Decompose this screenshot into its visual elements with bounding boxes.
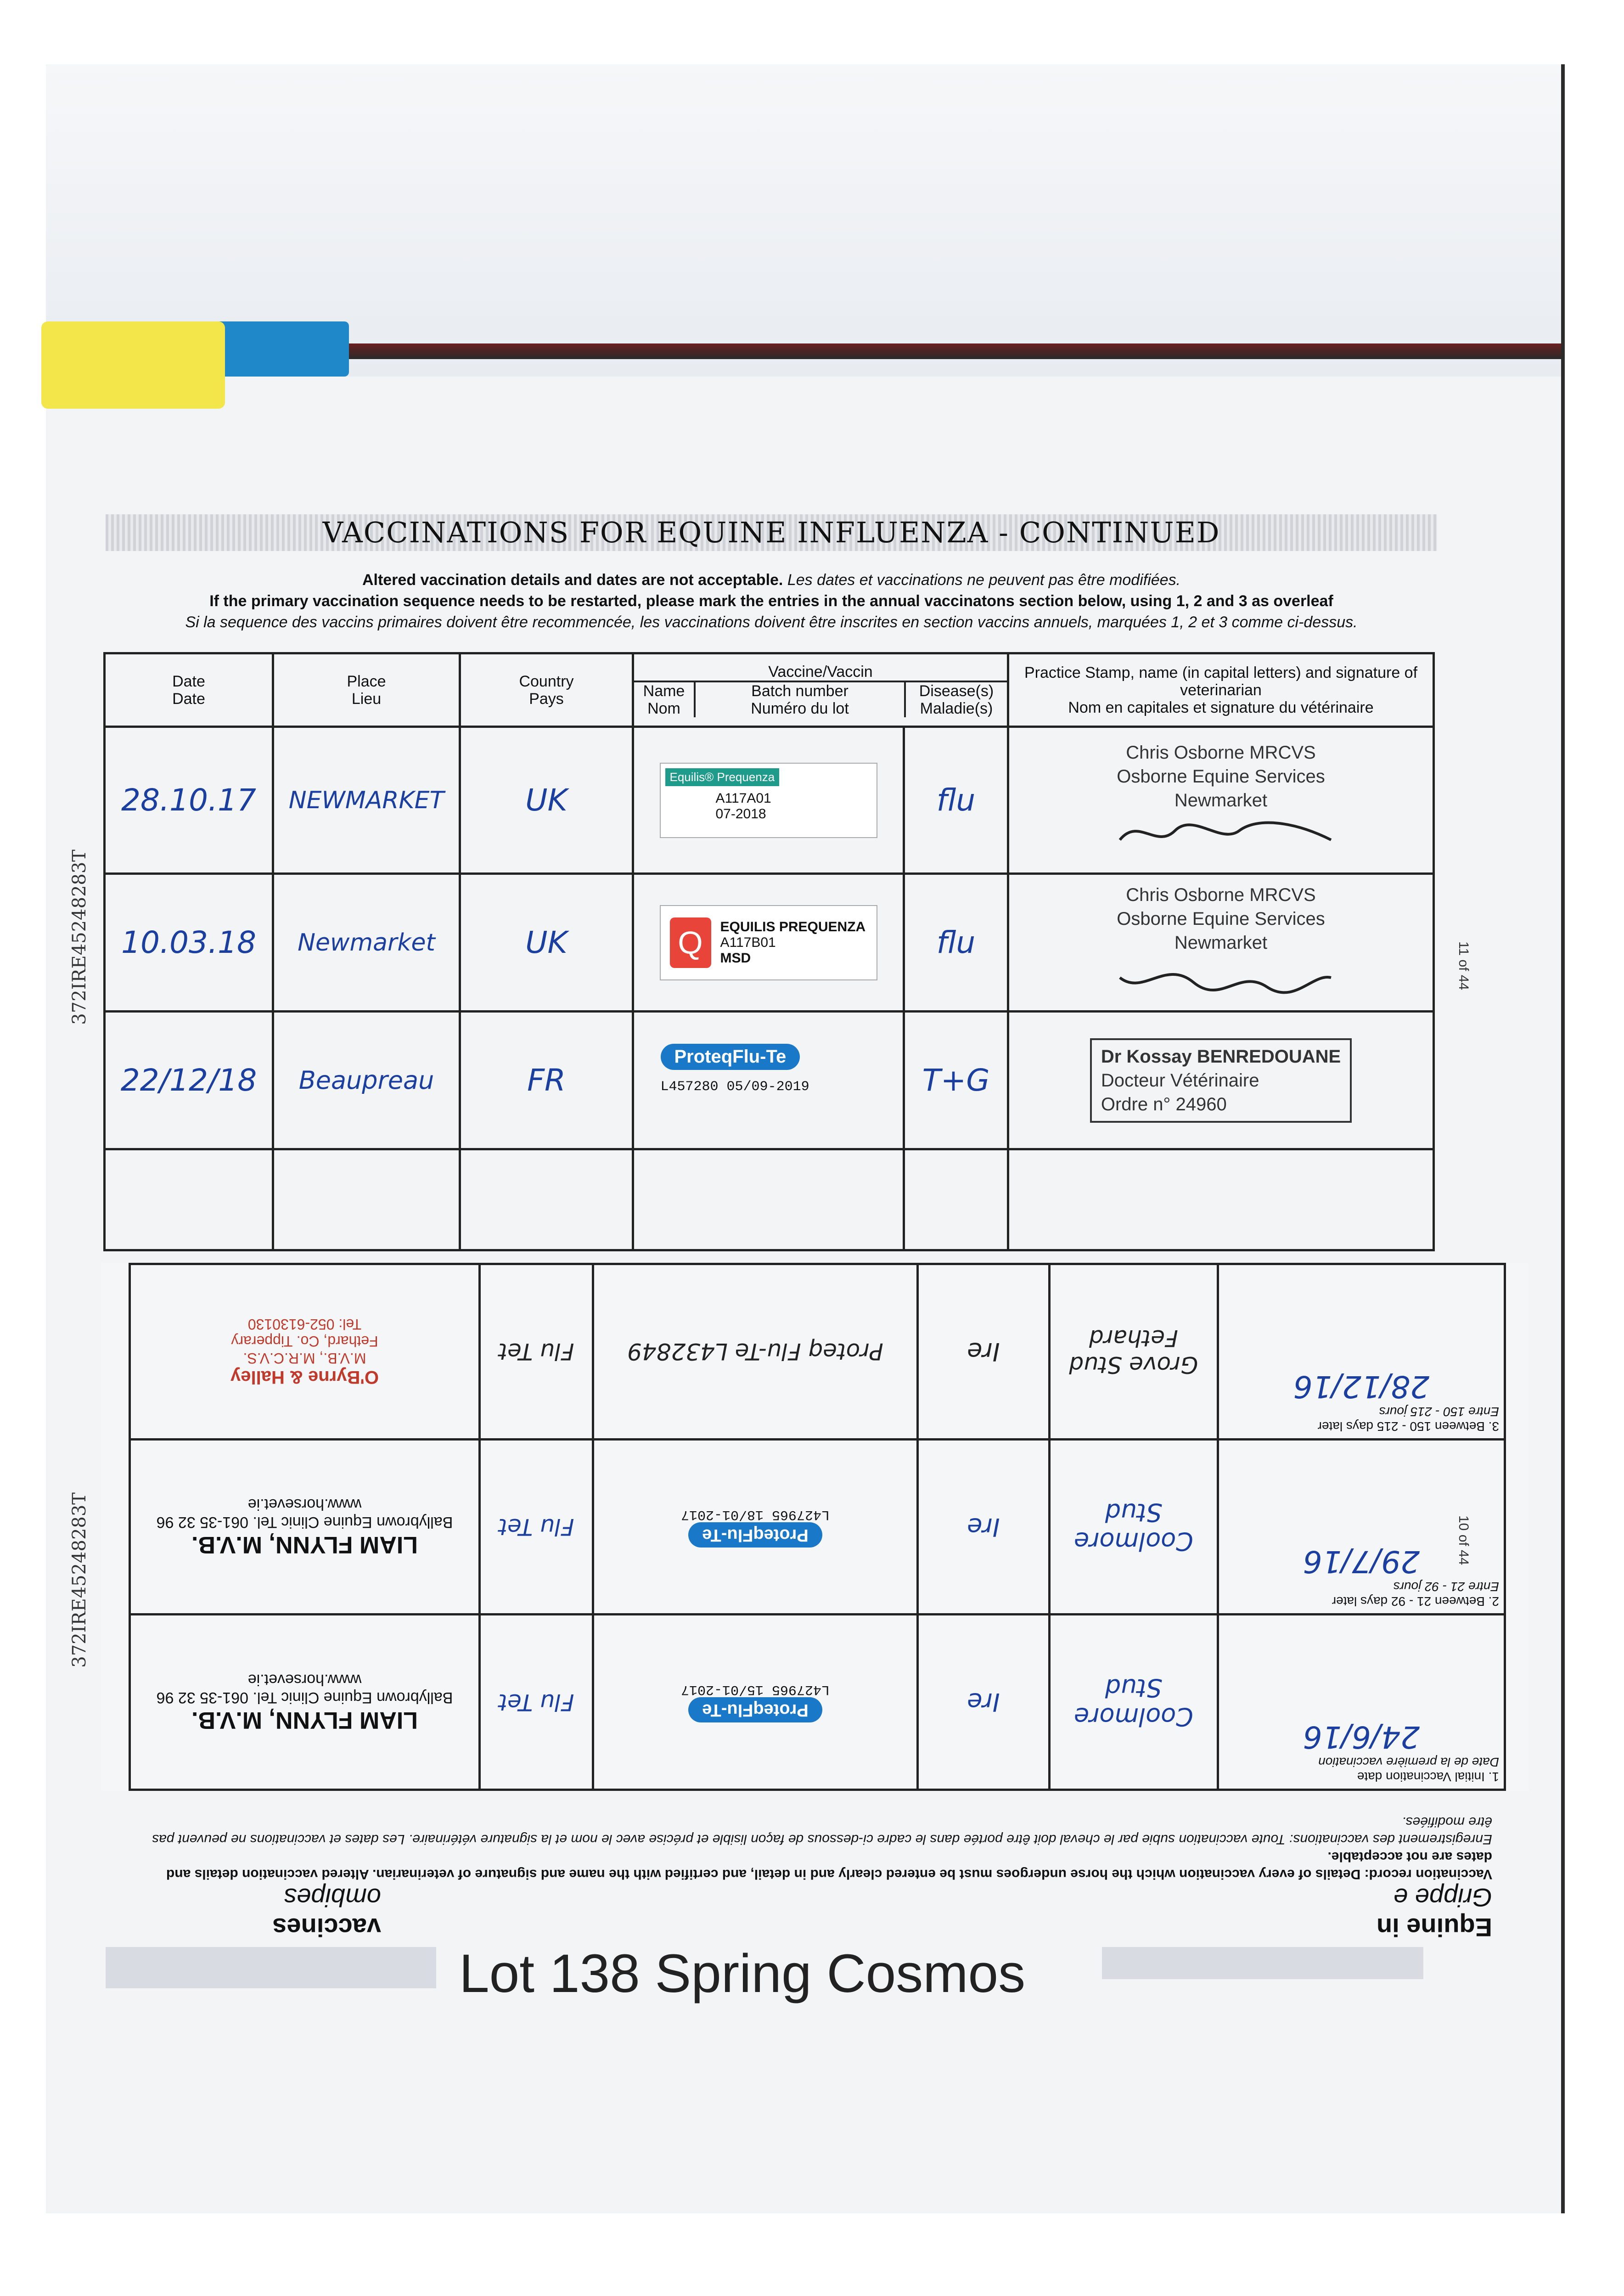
- vaccine-label-equilis: [660, 763, 877, 838]
- proteq-label: ProteqFlu-Te: [688, 1697, 822, 1722]
- row2-disease: flu: [904, 874, 1008, 1012]
- lower-row2-date: 29/7/16: [1303, 1544, 1420, 1580]
- vaccine-name: Equilis® Prequenza: [665, 768, 780, 786]
- row3-place: Beaupreau: [273, 1012, 460, 1149]
- lower-row2-stamp: LIAM FLYNN, M.V.B. Ballybrown Equine Clinic Tel. 061-35 32 96 www.horsevet.ie: [130, 1439, 480, 1615]
- table-row-empty: [105, 1149, 1434, 1250]
- header-place: Place Lieu: [273, 653, 460, 727]
- lower-vaccination-table: [129, 1263, 1506, 1791]
- horse-id-upper: 372IRE45248283T: [69, 850, 90, 1025]
- previous-page-inverted: [101, 1263, 1529, 1942]
- header-country: Country Pays: [460, 653, 633, 727]
- notice-en: Altered vaccination details and dates are not acceptable.: [362, 571, 783, 589]
- vet-signature: [1101, 955, 1340, 996]
- book-spine: [321, 343, 1561, 359]
- vaccination-table: [103, 652, 1435, 1251]
- restart-fr: Si la sequence des vaccins primaires doivent être recommencée, les vaccinations doivent être inscrites en section vaccins annuels, marquées 1, 2 et 3 comme ci-dessus.: [185, 613, 1358, 631]
- yellow-index-tab: [41, 321, 225, 409]
- lower-row1-date: 24/6/16: [1303, 1719, 1420, 1755]
- horse-id-lower: 372IRE45248283T: [69, 1492, 90, 1668]
- page-number-upper: 11 of 44: [1456, 941, 1471, 990]
- instructions: [106, 569, 1437, 633]
- row1-date: 28.10.17: [105, 727, 273, 874]
- row1-place: NEWMARKET: [273, 727, 460, 874]
- msd-logo: MSD: [720, 950, 751, 966]
- lower-title-right: vaccines ombipes: [272, 1883, 381, 1942]
- page-number-lower: 10 of 44: [1456, 1515, 1471, 1565]
- row1-vet-stamp: Chris Osborne MRCVS Osborne Equine Services Newmarket: [1008, 727, 1434, 874]
- expiry-date: 07-2018: [715, 806, 766, 822]
- lower-row1-stamp: LIAM FLYNN, M.V.B. Ballybrown Equine Clinic Tel. 061-35 32 96 www.horsevet.ie: [130, 1615, 480, 1790]
- row2-place: Newmarket: [273, 874, 460, 1012]
- row3-vaccine: [633, 1012, 904, 1149]
- row2-date: 10.03.18: [105, 874, 273, 1012]
- row1-disease: flu: [904, 727, 1008, 874]
- row3-country: FR: [460, 1012, 633, 1149]
- vaccine-name: ProteqFlu-Te: [661, 1044, 800, 1070]
- lower-row1-place: Coolmore Stud: [1050, 1615, 1218, 1790]
- vaccine-label-equilis-msd: [660, 905, 877, 980]
- row1-country: UK: [460, 727, 633, 874]
- header-vaccine: Vaccine/Vaccin Name Nom Batch number Numéro du lot Disease(s) Maladie(s): [633, 653, 1008, 727]
- table-row: 1. Initial Vaccination date Date de la première vaccination 24/6/16 Coolmore Stud Ire ProteqFlu-Te L427965 15/01-2017 Flu Tet LIAM FLYNN, M.V.B. Ballybrown Equine Clinic Tel. 061-35 32 96 www.horsevet.ie: [130, 1615, 1505, 1790]
- row2-country: UK: [460, 874, 633, 1012]
- lower-record-text: Vaccination record: Details of every vaccination which the horse undergoes must be entered clearly and in detail, and certified with the name and signature of veterinarian. Altered vaccination details and dates are not acceptable. Enregistrement des vaccinations: Toute vaccination subie par le cheval doit être portée dans le cadre ci-dessous de façon lisible et précise avec le nom et la signature vétérinaire. Les dates et vaccinations ne peuvent pas être modifiées.: [152, 1814, 1492, 1882]
- restart-en: If the primary vaccination sequence needs to be restarted, please mark the entries in the annual vaccinatons section below, using 1, 2 and 3 as overleaf: [209, 592, 1333, 610]
- row2-vet-stamp: Chris Osborne MRCVS Osborne Equine Services Newmarket: [1008, 874, 1434, 1012]
- lower-row3-batch: L432849: [627, 1338, 728, 1365]
- table-row: 3. Between 150 - 215 days later Entre 150 - 215 jours 28/12/16 Grove Stud Fethard Ire Proteq Flu-Te L432849 Flu Tet O'Byrne & Halley M.V.B., M.R.C.V.S. Fethard, Co. Tipperary Tel: 052-6130130: [130, 1264, 1505, 1440]
- lower-row2-place: Coolmore Stud: [1050, 1439, 1218, 1615]
- lower-row2-disease: Flu Tet: [480, 1439, 593, 1615]
- header-stamp: Practice Stamp, name (in capital letters) and signature of veterinarian Nom en capitales et signature du vétérinaire: [1008, 653, 1434, 727]
- lower-row3-country: Ire: [918, 1264, 1050, 1440]
- vaccine-name: EQUILIS PREQUENZA: [720, 919, 866, 934]
- expiry-date: 05/09-2019: [726, 1079, 809, 1095]
- redacted-band-right: [1102, 1947, 1423, 1979]
- lower-row1-disease: Flu Tet: [480, 1615, 593, 1790]
- lower-row1-country: Ire: [918, 1615, 1050, 1790]
- vet-signature: [1101, 812, 1340, 854]
- header-date: Date Date: [105, 653, 273, 727]
- table-row: 2. Between 21 - 92 days later Entre 21 - 92 jours 29/7/16 Coolmore Stud Ire ProteqFlu-Te L427965 18/01-2017 Flu Tet LIAM FLYNN, M.V.B. Ballybrown Equine Clinic Tel. 061-35 32 96 www.horsevet.ie: [130, 1439, 1505, 1615]
- lower-row3-date: 28/12/16: [1293, 1368, 1430, 1404]
- row3-date: 22/12/18: [105, 1012, 273, 1149]
- row2-vaccine: [633, 874, 904, 1012]
- proteq-label: ProteqFlu-Te: [688, 1522, 822, 1548]
- batch-number: L457280: [660, 1079, 719, 1095]
- redacted-band-left: [106, 1947, 436, 1988]
- lower-row3-place: Grove Stud Fethard: [1050, 1264, 1218, 1440]
- page-title: VACCINATIONS FOR EQUINE INFLUENZA - CONTINUED: [322, 516, 1220, 549]
- table-row: [105, 1012, 1434, 1149]
- lower-row2-country: Ire: [918, 1439, 1050, 1615]
- q-logo-icon: Q: [670, 917, 711, 968]
- vaccine-label-proteq: [661, 1044, 877, 1117]
- table-header-row: [105, 653, 1434, 727]
- lower-row3-stamp: O'Byrne & Halley M.V.B., M.R.C.V.S. Fethard, Co. Tipperary Tel: 052-6130130: [130, 1264, 480, 1440]
- lower-title: Equine in Grippe e: [1377, 1883, 1492, 1942]
- lot-label: Lot 138 Spring Cosmos: [459, 1943, 1026, 2004]
- notice-fr: Les dates et vaccinations ne peuvent pas être modifiées.: [787, 571, 1181, 589]
- table-row: [105, 874, 1434, 1012]
- batch-number: A117B01: [720, 934, 776, 950]
- row1-vaccine: [633, 727, 904, 874]
- batch-number: A117A01: [715, 790, 771, 806]
- lower-row3-disease: Flu Tet: [480, 1264, 593, 1440]
- lower-row3-vaccine: Proteq Flu-Te: [735, 1338, 883, 1365]
- row3-disease: T+G: [904, 1012, 1008, 1149]
- table-row: [105, 727, 1434, 874]
- row3-vet-stamp: Dr Kossay BENREDOUANE Docteur Vétérinaire Ordre n° 24960: [1008, 1012, 1434, 1149]
